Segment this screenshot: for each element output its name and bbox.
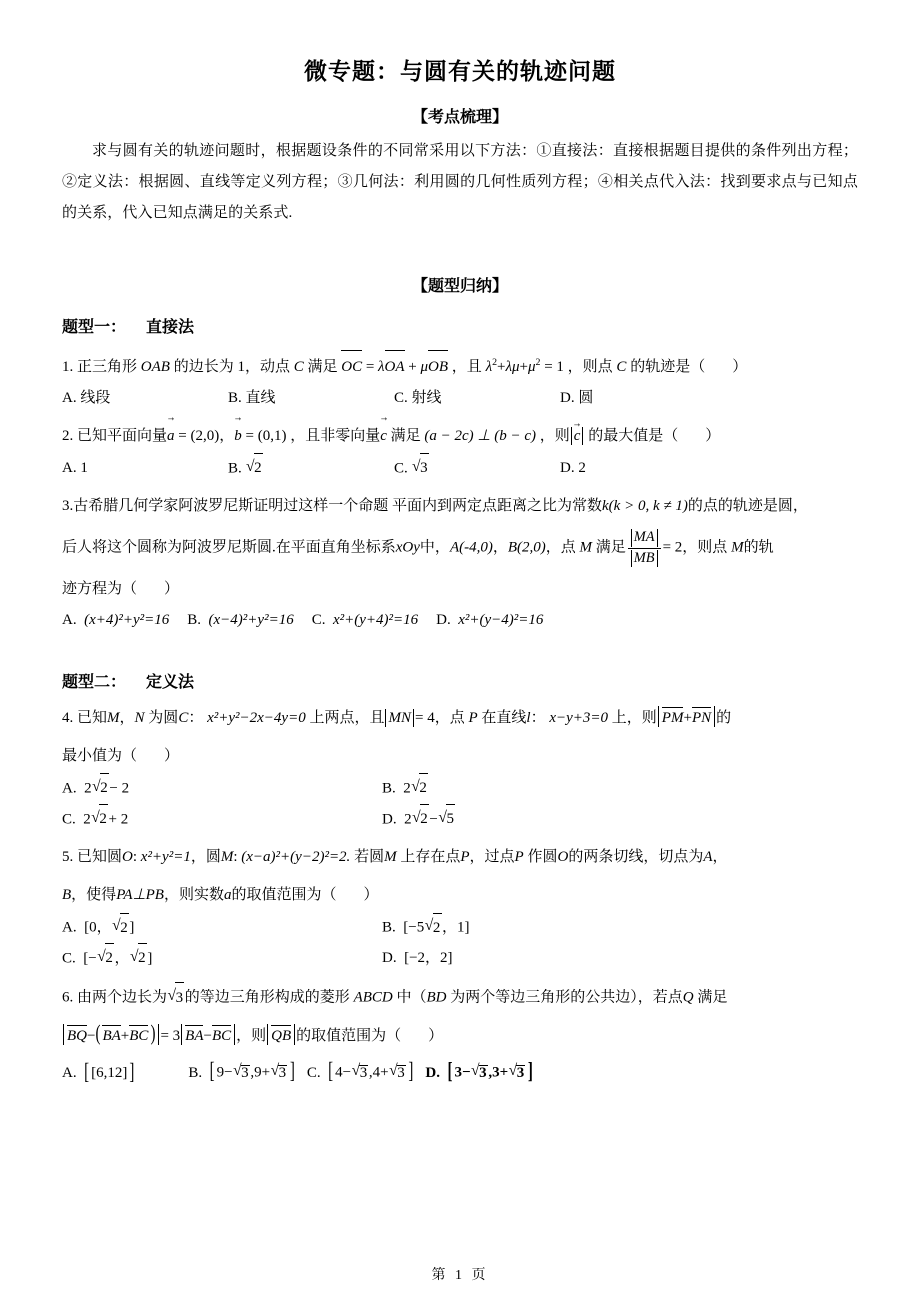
paren-ba-plus-bc: ( BA+BC )	[95, 1024, 155, 1045]
q3-line2-b: 中，	[419, 539, 450, 556]
vector-b: → b	[234, 421, 242, 451]
q2-expr: (a − 2c) ⊥ (b − c)	[424, 428, 536, 445]
q1-lambda-mu: λμ	[505, 358, 520, 375]
q5-option-b[interactable]: B. [−5 √ 2 ，1]	[382, 912, 702, 943]
q5-var-a: A	[703, 849, 713, 866]
q3-line3: 迹方程为（	[62, 581, 138, 598]
question-2	[62, 421, 858, 451]
page-footer	[0, 1264, 920, 1284]
q4-text-e: 在直线	[481, 710, 527, 727]
question-6-line2	[62, 1021, 858, 1051]
q5-text-e: ，过点	[469, 849, 515, 866]
abs-c: → c	[571, 427, 584, 445]
q3-line1-b: 的点的轨迹是圆，	[687, 497, 808, 514]
q5-line2-c: ，则实数	[163, 887, 224, 904]
q4-line-eq: x−y+3=0	[549, 710, 609, 727]
vector-ba-2: BA	[185, 1024, 203, 1045]
section-heading-review: 【考点梳理】	[411, 109, 508, 127]
q2-text-c: 满足	[390, 428, 421, 445]
page-title: 微专题：与圆有关的轨迹问题	[304, 59, 616, 84]
q3-option-d[interactable]: D. x²+(y−4)²=16	[436, 612, 544, 629]
q3-line2-e: ，则点	[682, 539, 728, 556]
q4-option-b[interactable]: B. 2 √ 2	[382, 773, 702, 804]
q3-line2-d: 满足	[595, 539, 626, 556]
q2-comma1: ，	[219, 428, 235, 445]
q6-line2-c: 的取值范围为（	[296, 1027, 402, 1044]
q5-line2-a: B	[62, 887, 72, 904]
q6-number: 6.	[62, 989, 74, 1006]
q6-bd: BD	[426, 989, 447, 1006]
q5-options-row-2	[62, 943, 858, 974]
question-2-options	[62, 453, 858, 484]
q5-eq-o: x²+y²=1	[140, 849, 191, 866]
vector-qb: QB	[271, 1024, 291, 1045]
q5-option-a[interactable]: A. [0， √ 2 ]	[62, 912, 382, 943]
q3-comma: ，	[492, 539, 508, 556]
type-1-name: 直接法	[146, 319, 195, 337]
abs-pm-plus-pn: PM+PN	[658, 706, 715, 727]
vector-oa: OA	[385, 349, 405, 382]
q2-option-a[interactable]: A. 1	[62, 460, 88, 477]
q3-line2-f: 的轨	[743, 539, 774, 556]
q4-text-g: 的	[716, 710, 732, 727]
q3-option-b[interactable]: B. (x−4)²+y²=16	[187, 612, 294, 629]
q3-point-b: B(2,0)	[507, 539, 546, 556]
page-number: 第 1 页	[431, 1268, 489, 1283]
q4-var-l: l	[526, 710, 531, 727]
q1-option-a[interactable]: A. 线段	[62, 389, 111, 406]
vector-ba: BA	[102, 1024, 120, 1045]
q3-xoy: xOy	[395, 539, 420, 556]
q1-text-e: ，则点	[567, 358, 613, 375]
q1-eq-one: = 1	[544, 358, 564, 375]
q5-var-p2: P	[514, 849, 524, 866]
q2-text-d: ，则	[539, 428, 570, 445]
q4-options-row-1	[62, 773, 858, 804]
q1-text-c: 满足	[307, 358, 338, 375]
q3-number: 3.	[62, 497, 74, 514]
q4-var-p: P	[468, 710, 478, 727]
q6-option-d[interactable]: D. [ 3− √ 3 ,3+ √ 3 ]	[425, 1059, 533, 1088]
vector-pm: PM	[662, 706, 684, 727]
type-2-name: 定义法	[146, 673, 195, 691]
question-6	[62, 981, 858, 1012]
abs-bq-minus-ba-plus-bc: BQ− ( BA+BC )	[63, 1024, 159, 1045]
q5-var-p: P	[460, 849, 470, 866]
q1-var-oab: OAB	[140, 358, 170, 375]
q6-abcd: ABCD	[353, 989, 393, 1006]
q4-option-d[interactable]: D. 2 √ 2 − √ 5	[382, 804, 702, 835]
question-1: 1. 正三角形 OAB 的边长为 1，动点 C 满足 OC = λOA + μOB ，且 $\lambda^2+\lambda\mu+\mu^2 = 1$ ，则点 C 的轨迹是（ ）	[62, 349, 858, 382]
question-4	[62, 703, 858, 733]
question-6-options	[62, 1059, 858, 1088]
q3-eq-two: = 2	[662, 539, 683, 556]
question-4-options	[62, 773, 858, 834]
q4-option-a[interactable]: A. 2 √ 2 − 2	[62, 773, 382, 804]
q1-text-f: 的轨迹是（	[630, 358, 706, 375]
vector-bc: BC	[129, 1024, 148, 1045]
q5-text-g: 的两条切线，切点为	[568, 849, 704, 866]
abs-qb	[267, 1024, 295, 1045]
q5-options-row-1	[62, 912, 858, 943]
q1-close: ）	[732, 358, 748, 375]
q4-text-c: 上两点，且	[309, 710, 385, 727]
q4-option-c[interactable]: C. 2 √ 2 + 2	[62, 804, 382, 835]
q1-mu2: μ	[527, 358, 536, 375]
q1-lambda2: λ	[485, 358, 493, 375]
q6-option-c[interactable]: C. [ 4− √ 3 ,4+ √ 3 ]	[307, 1059, 414, 1088]
q4-var-m: M	[107, 710, 120, 727]
q1-option-b[interactable]: B. 直线	[228, 389, 276, 406]
vector-bc-2: BC	[212, 1024, 231, 1045]
q1-eq: =	[365, 358, 375, 375]
q1-var-c: C	[293, 358, 304, 375]
q6-line2-b: ，则	[236, 1027, 267, 1044]
q1-mu: μ	[420, 358, 429, 375]
q3-k-expr: k(k > 0, k ≠ 1)	[602, 497, 688, 514]
q3-option-a[interactable]: A. (x+4)²+y²=16	[62, 612, 170, 629]
q3-close: ）	[164, 581, 180, 598]
q6-line1-c: 中（	[396, 989, 427, 1006]
q5-colon2: :	[233, 849, 238, 866]
q2-text-e: 的最大值是（	[588, 428, 679, 445]
q4-line2: 最小值为（	[62, 748, 138, 765]
review-paragraph: 求与圆有关的轨迹问题时，根据题设条件的不同常采用以下方法：①直接法：直接根据题目提供的条件列出方程；②定义法：根据圆、直线等定义列方程；③几何法：利用圆的几何性质列方程；④相关点代入法：找到要求点与已知点的关系，代入已知点满足的关系式.	[62, 143, 858, 222]
q3-var-m: M	[579, 539, 593, 556]
q4-options-row-2	[62, 804, 858, 835]
q5-text-b: ，圆	[190, 849, 221, 866]
q5-var-o: O	[122, 849, 133, 866]
q4-comma1: ，	[119, 710, 135, 727]
question-1-options	[62, 384, 858, 413]
q4-var-c: C	[178, 710, 189, 727]
abs-mn: MN	[385, 709, 414, 727]
q6-line1-d: 为两个等边三角形的公共边），若点	[450, 989, 683, 1006]
vector-c: → c	[380, 421, 387, 451]
q4-eq-four: = 4	[414, 710, 435, 727]
question-3-options	[62, 606, 858, 635]
question-3-line2	[62, 529, 858, 567]
q1-plus: +	[408, 358, 417, 375]
q4-number: 4.	[62, 710, 74, 727]
q3-var-m2: M	[731, 539, 744, 556]
q4-text-a: 已知	[77, 710, 108, 727]
question-3-line3	[62, 575, 858, 604]
q5-colon1: :	[132, 849, 138, 866]
sqrt-3: √ 3	[412, 453, 429, 484]
q2-text-a: 已知平面向量	[77, 428, 168, 445]
question-4-line2	[62, 741, 858, 771]
q2-option-c[interactable]: C. √ 3	[394, 453, 560, 484]
sqrt-2: √ 2	[246, 453, 263, 484]
fraction-ma-mb: $\frac{MA}{MB}$	[628, 529, 661, 567]
vector-pn: PN	[692, 706, 711, 727]
q5-text-d: 上存在点	[400, 849, 461, 866]
q5-option-c[interactable]: C. [− √ 2 ， √ 2 ]	[62, 943, 382, 974]
q4-colon2: ：	[530, 710, 546, 727]
q2-number: 2.	[62, 428, 74, 445]
q5-var-m2: M	[384, 849, 397, 866]
q4-text-f: 上，则	[611, 710, 657, 727]
q6-eq: = 3	[160, 1027, 181, 1044]
q5-close: ）	[363, 887, 379, 904]
q4-colon: ：	[188, 710, 204, 727]
q6-line1-a: 由两个边长为	[77, 989, 168, 1006]
q3-option-c[interactable]: C. x²+(y+4)²=16	[311, 612, 419, 629]
q5-var-o2: O	[557, 849, 569, 866]
type-heading-2	[62, 670, 858, 696]
q5-eq-m: (x−a)²+(y−2)²=2.	[241, 849, 351, 866]
q3-line1-a: 古希腊几何学家阿波罗尼斯证明过这样一个命题 平面内到两定点距离之比为常数	[73, 497, 603, 514]
q5-pa-pb: PA⊥PB	[116, 887, 164, 904]
q3-point-a: A(-4,0)	[449, 539, 493, 556]
q1-number: 1.	[62, 358, 74, 375]
q6-line1-b: 的等边三角形构成的菱形	[184, 989, 350, 1006]
q5-number: 5.	[62, 849, 74, 866]
question-5-line2	[62, 880, 858, 910]
q6-option-b[interactable]: B. [ 9− √ 3 ,9+ √ 3 ]	[188, 1059, 295, 1088]
q2-option-b[interactable]: B. √ 2	[228, 453, 394, 484]
q1-option-c[interactable]: C. 射线	[394, 389, 442, 406]
q1-var-c2: C	[616, 358, 627, 375]
q5-var-m: M	[220, 849, 234, 866]
type-1-label: 题型一：	[62, 319, 127, 337]
type-2-label: 题型二：	[62, 673, 127, 691]
q4-close: ）	[164, 748, 180, 765]
q3-line2-a: 后人将这个圆称为阿波罗尼斯圆.在平面直角坐标系	[62, 539, 396, 556]
vector-bq: BQ	[67, 1024, 87, 1045]
vector-ob: OB	[428, 349, 448, 382]
q4-text-b: 为圆	[148, 710, 179, 727]
q5-text-f: 作圆	[527, 849, 558, 866]
q1-lambda: λ	[378, 358, 385, 375]
q5-var-a2: a	[224, 887, 232, 904]
q5-text-a: 已知圆	[77, 849, 123, 866]
q5-text-c: 若圆	[354, 849, 385, 866]
q3-line2-c: ，点	[545, 539, 576, 556]
q5-line2-b: ，使得	[71, 887, 117, 904]
q1-text-d: ，且	[451, 358, 482, 375]
abs-ba-minus-bc: BA−BC	[181, 1024, 235, 1045]
q5-line2-d: 的取值范围为（	[231, 887, 337, 904]
q1-option-d[interactable]: D. 圆	[560, 389, 594, 406]
q2-close: ）	[705, 428, 721, 445]
q4-var-n: N	[134, 710, 145, 727]
q2-vb-val: = (0,1)	[245, 428, 287, 445]
q2-option-d[interactable]: D. 2	[560, 460, 586, 477]
vector-oc: OC	[341, 349, 362, 382]
q6-close: ）	[428, 1027, 444, 1044]
vector-a: → a	[167, 421, 175, 451]
question-3	[62, 492, 858, 521]
question-5	[62, 842, 858, 872]
q4-circle-eq: x²+y²−2x−4y=0	[207, 710, 306, 727]
q1-text-a: 正三角形	[77, 358, 138, 375]
question-5-options	[62, 912, 858, 973]
type-heading-1	[62, 315, 858, 341]
section-heading-summary: 【题型归纳】	[411, 278, 508, 296]
q5-option-d[interactable]: D. [−2，2]	[382, 950, 453, 967]
q4-text-d: ，点	[434, 710, 465, 727]
q6-var-q: Q	[682, 989, 694, 1006]
q2-text-b: ，且非零向量	[290, 428, 381, 445]
q6-line1-e: 满足	[697, 989, 728, 1006]
q6-option-a[interactable]: A. [ [6,12] ]	[62, 1059, 134, 1088]
q1-text-b: 的边长为 1，动点	[173, 358, 290, 375]
q5-comma: ，	[712, 849, 728, 866]
q2-va-val: = (2,0)	[178, 428, 220, 445]
sqrt-3-q6: √ 3	[168, 981, 185, 1012]
